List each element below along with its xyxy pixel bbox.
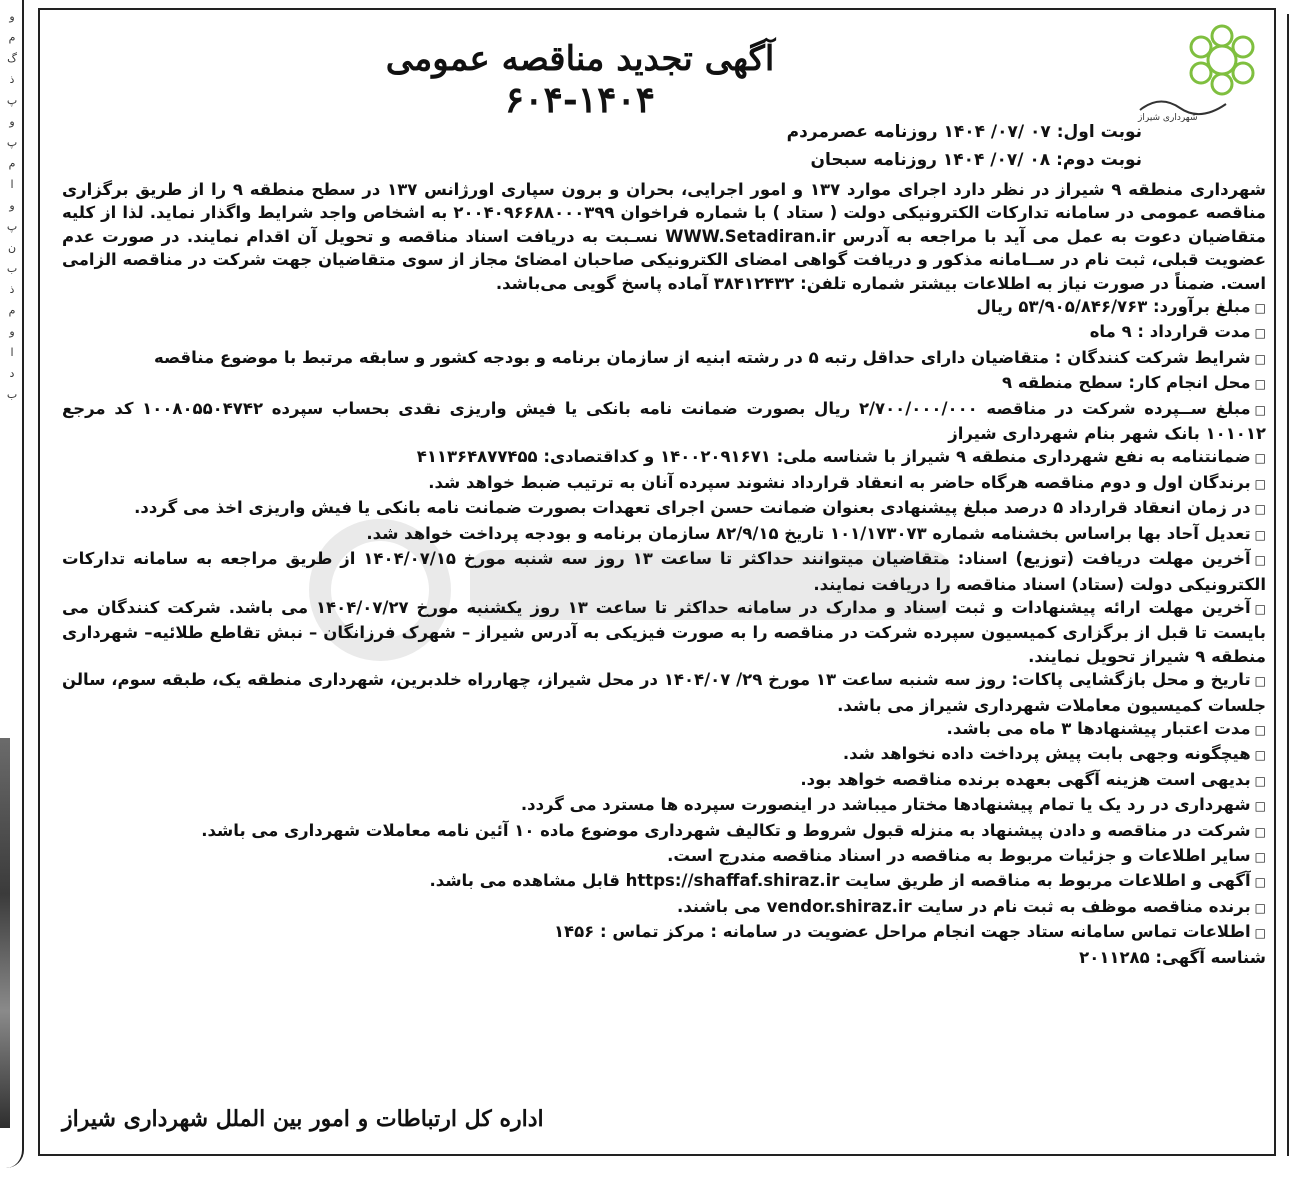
list-item: □ بدیهی است هزینه آگهی بعهده برنده مناقصه خواهد بود. <box>62 768 1266 793</box>
list-item: □ تعدیل آحاد بها براساس بخشنامه شماره ۱۰۱/۱۷۳۰۷۳ تاریخ ۸۲/۹/۱۵ سازمان برنامه و بودجه پرداخت خواهد شد. <box>62 522 1266 547</box>
first-publication: نوبت اول: ۰۷ /۰۷/ ۱۴۰۴ روزنامه عصرمردم <box>786 122 1142 142</box>
list-item: □ مبلغ برآورد: ۵۳/۹۰۵/۸۴۶/۷۶۳ ریال <box>62 295 1266 320</box>
list-item: □ مبلغ ســپرده شرکت در مناقصه ۲/۷۰۰/۰۰۰/۰۰۰ ریال بصورت ضمانت نامه بانکی یا فیش واریزی نقدی بحساب سپرده ۱۰۰۸۰۵۵۰۴۷۴۲ کد مرجع ۱۰۱۰۱۲ بانک شهر بنام شهرداری شیراز <box>62 397 1266 446</box>
list-item: □ شرایط شرکت کنندگان : متقاضیان دارای حداقل رتبه ۵ در رشته ابنیه از سازمان برنامه و بودجه کشور و سابقه مرتبط با موضوع مناقصه <box>62 346 1266 371</box>
list-item: □ تاریخ و محل بازگشایی پاکات: روز سه شنبه ساعت ۱۳ مورخ ۲۹/ ۱۴۰۴/۰۷ در محل شیراز، چهارراه خلدبرین، شهرداری منطقه یک، طبقه سوم، سالن جلسات کمیسیون معاملات شهرداری شیراز می باشد. <box>62 668 1266 717</box>
list-item: □ شرکت در مناقصه و دادن پیشنهاد به منزله قبول شروط و تکالیف شهرداری موضوع ماده ۱۰ آئین نامه معاملات شهرداری می باشد. <box>62 819 1266 844</box>
list-item: □ آخرین مهلت ارائه پیشنهادات و ثبت اسناد و مدارک در سامانه حداکثر تا ساعت ۱۳ روز یکشنبه مورخ ۱۴۰۴/۰۷/۲۷ می باشد. شرکت کنندگان می بایست تا قبل از برگزاری کمیسیون سپرده شرکت در مناقصه را به صورت فیزیکی به آدرس شیراز – شهرک فرزانگان – نبش تقاطع طلائیه– شهرداری منطقه ۹ شیراز تحویل نمایند. <box>62 596 1266 668</box>
list-item: □ برندگان اول و دوم مناقصه هرگاه حاضر به انعقاد قرارداد نشوند سپرده آنان به ترتیب ضبط خواهد شد. <box>62 471 1266 496</box>
adjacent-column-left <box>0 0 24 1168</box>
notice-title: آگهی تجدید مناقصه عمومی <box>385 39 775 79</box>
list-item: □ برنده مناقصه موظف به ثبت نام در سایت vendor.shiraz.ir می باشند. <box>62 895 1266 920</box>
svg-text:شهرداری شیراز: شهرداری شیراز <box>1138 113 1198 122</box>
intro-paragraph: شهرداری منطقه ۹ شیراز در نظر دارد اجرای موارد ۱۳۷ و امور اجرایی، بحران و برون سپاری اورژانس ۱۳۷ در سطح منطقه ۹ را از طریق برگزاری مناقصه عمومی در سامانه تدارکات الکترونیکی دولت ( ستاد ) با شماره فراخوان ۲۰۰۴۰۹۶۶۸۸۰۰۰۳۹۹ به اشخاص واجد شرایط واگذار نماید. لذا از کلیه متقاضیان دعوت به عمل می آید با مراجعه به آدرس WWW.Setadiran.ir نسـبت به دریافت اسناد مناقصه و تحویل آن اقدام نمایند. در صورت عدم عضویت قبلی، ثبت نام در ســامانه مذکور و دریافت گواهی امضای الکترونیکی صاحبان امضائ مجاز از سوی متقاضیان جهت شرکت در مناقصه الزامی است. ضمناً در صورت نیاز به اطلاعات بیشتر شماره تلفن: ۳۸۴۱۲۴۳۲ آماده پاسخ گویی می‌باشد. <box>62 180 1267 293</box>
list-item: □ آگهی و اطلاعات مربوط به مناقصه از طریق سایت https://shaffaf.shiraz.ir قابل مشاهده می باشد. <box>62 869 1266 894</box>
list-item: □ شهرداری در رد یک یا تمام پیشنهادها مختار میباشد در اینصورت سپرده ها مسترد می گردد. <box>62 793 1266 818</box>
list-item: □ محل انجام کار: سطح منطقه ۹ <box>62 371 1266 396</box>
list-item: □ مدت اعتبار پیشنهادها ۳ ماه می باشد. <box>62 717 1266 742</box>
second-publication: نوبت دوم: ۰۸ /۰۷/ ۱۴۰۴ روزنامه سبحان <box>810 150 1142 170</box>
adjacent-column-text: و م گ ذ پ و پ م ا و پ ن ب ذ م و ا د ب <box>6 10 18 401</box>
list-item: □ اطلاعات تماس سامانه ستاد جهت انجام مراحل عضویت در سامانه : مرکز تماس : ۱۴۵۶ <box>62 920 1266 945</box>
shiraz-municipality-logo <box>1130 22 1262 122</box>
issuer-signature: اداره کل ارتباطات و امور بین الملل شهرداری شیراز <box>62 1106 544 1132</box>
ad-id: شناسه آگهی: ۲۰۱۱۲۸۵ <box>1079 947 1266 967</box>
notice-body <box>62 178 1266 969</box>
adjacent-column-photo <box>0 738 10 1128</box>
list-item: □ آخرین مهلت دریافت (توزیع) اسناد: متقاضیان میتوانند حداکثر تا ساعت ۱۳ روز سه شنبه مورخ ۱۴۰۴/۰۷/۱۵ از طریق مراجعه به سامانه تدارکات الکترونیکی دولت (ستاد) اسناد مناقصه را دریافت نمایند. <box>62 547 1266 596</box>
list-item: □ سایر اطلاعات و جزئیات مربوط به مناقصه در اسناد مناقصه مندرج است. <box>62 844 1266 869</box>
list-item: □ در زمان انعقاد قرارداد ۵ درصد مبلغ پیشنهادی بعنوان ضمانت حسن اجرای تعهدات بصورت ضمانت نامه بانکی یا فیش واریزی اخذ می گردد. <box>62 496 1266 521</box>
list-item: □ ضمانتنامه به نفع شهرداری منطقه ۹ شیراز با شناسه ملی: ۱۴۰۰۲۰۹۱۶۷۱ و کداقتصادی: ۴۱۱۳۶۴۸۷۷۴۵۵ <box>62 445 1266 470</box>
list-item: □ هیچگونه وجهی بابت پیش پرداخت داده نخواهد شد. <box>62 742 1266 767</box>
tender-number: ۶۰۴-۱۴۰۴ <box>504 79 656 121</box>
list-item: □ مدت قرارداد : ۹ ماه <box>62 320 1266 345</box>
adjacent-column-right <box>1287 14 1297 1156</box>
